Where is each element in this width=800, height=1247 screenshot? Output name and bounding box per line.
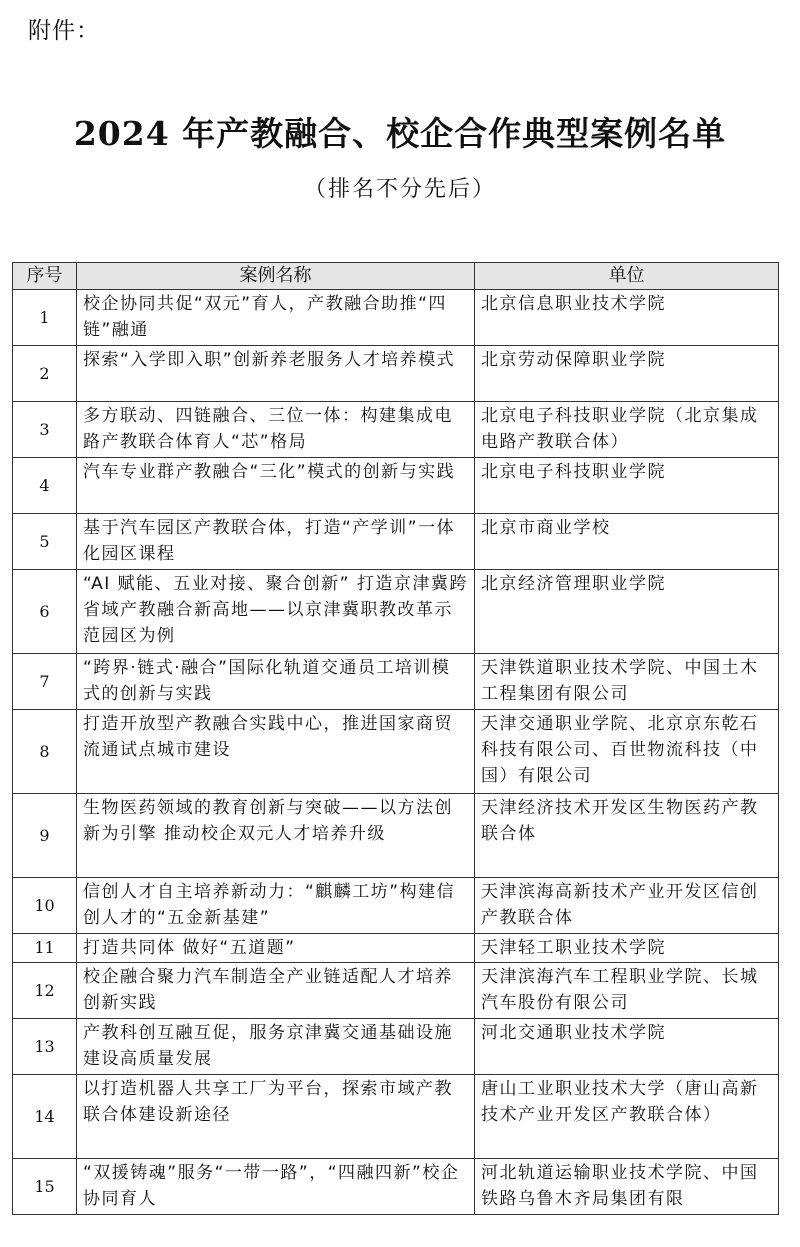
row-unit-cell: 唐山工业职业技术大学（唐山高新技术产业开发区产教联合体） [475, 1075, 779, 1159]
table-row [13, 963, 779, 1019]
row-unit-cell: 河北交通职业技术学院 [475, 1019, 779, 1075]
row-case-name-cell: 校企协同共促“双元”育人，产教融合助推“四链”融通 [77, 290, 475, 346]
row-seq-cell: 8 [13, 710, 77, 794]
row-unit-cell: 天津交通职业学院、北京京东乾石科技有限公司、百世物流科技（中国）有限公司 [475, 710, 779, 794]
row-case-name-cell: 探索“入学即入职”创新养老服务人才培养模式 [77, 346, 475, 402]
table-row [13, 346, 779, 402]
row-seq-cell: 11 [13, 934, 77, 963]
table-row [13, 1019, 779, 1075]
column-header-unit: 单位 [475, 263, 779, 290]
table-row [13, 570, 779, 654]
row-unit-cell: 天津轻工职业技术学院 [475, 934, 779, 963]
row-seq-cell: 9 [13, 794, 77, 878]
row-case-name-cell: 打造开放型产教融合实践中心，推进国家商贸流通试点城市建设 [77, 710, 475, 794]
row-unit-cell: 北京市商业学校 [475, 514, 779, 570]
row-seq-cell: 3 [13, 402, 77, 458]
row-unit-cell: 北京电子科技职业学院（北京集成电路产教联合体） [475, 402, 779, 458]
row-seq-cell: 1 [13, 290, 77, 346]
row-unit-cell: 北京电子科技职业学院 [475, 458, 779, 514]
row-case-name-cell: “AI 赋能、五业对接、聚合创新” 打造京津冀跨省域产教融合新高地——以京津冀职教改革示范园区为例 [77, 570, 475, 654]
row-seq-cell: 2 [13, 346, 77, 402]
row-seq-cell: 12 [13, 963, 77, 1019]
table-row [13, 514, 779, 570]
row-unit-cell: 天津滨海汽车工程职业学院、长城汽车股份有限公司 [475, 963, 779, 1019]
table-row [13, 934, 779, 963]
document-subtitle: （排名不分先后） [303, 177, 496, 202]
row-case-name-cell: 以打造机器人共享工厂为平台，探索市域产教联合体建设新途径 [77, 1075, 475, 1159]
row-unit-cell: 天津滨海高新技术产业开发区信创产教联合体 [475, 878, 779, 934]
table-row [13, 878, 779, 934]
row-unit-cell: 北京信息职业技术学院 [475, 290, 779, 346]
column-header-seq: 序号 [13, 263, 77, 290]
column-header-case-name: 案例名称 [77, 263, 475, 290]
row-seq-cell: 7 [13, 654, 77, 710]
row-seq-cell: 4 [13, 458, 77, 514]
row-case-name-cell: “跨界·链式·融合”国际化轨道交通员工培训模式的创新与实践 [77, 654, 475, 710]
table-row [13, 402, 779, 458]
row-case-name-cell: 生物医药领域的教育创新与突破——以方法创新为引擎 推动校企双元人才培养升级 [77, 794, 475, 878]
table-header-row [13, 263, 779, 290]
case-list-table [12, 262, 779, 1215]
row-seq-cell: 14 [13, 1075, 77, 1159]
row-unit-cell: 天津铁道职业技术学院、中国土木工程集团有限公司 [475, 654, 779, 710]
table-row [13, 1075, 779, 1159]
row-unit-cell: 北京劳动保障职业学院 [475, 346, 779, 402]
row-case-name-cell: 汽车专业群产教融合“三化”模式的创新与实践 [77, 458, 475, 514]
row-seq-cell: 6 [13, 570, 77, 654]
row-case-name-cell: 校企融合聚力汽车制造全产业链适配人才培养创新实践 [77, 963, 475, 1019]
document-title: 2024 年产教融合、校企合作典型案例名单 [73, 114, 727, 153]
row-case-name-cell: 打造共同体 做好“五道题” [77, 934, 475, 963]
row-case-name-cell: 信创人才自主培养新动力：“麒麟工坊”构建信创人才的“五金新基建” [77, 878, 475, 934]
row-seq-cell: 13 [13, 1019, 77, 1075]
row-unit-cell: 北京经济管理职业学院 [475, 570, 779, 654]
table-row [13, 654, 779, 710]
row-seq-cell: 10 [13, 878, 77, 934]
row-case-name-cell: “双援铸魂”服务“一带一路”，“四融四新”校企协同育人 [77, 1159, 475, 1215]
row-unit-cell: 天津经济技术开发区生物医药产教联合体 [475, 794, 779, 878]
attachment-label: 附件： [28, 18, 100, 44]
row-case-name-cell: 基于汽车园区产教联合体，打造“产学训”一体化园区课程 [77, 514, 475, 570]
table-row [13, 794, 779, 878]
row-case-name-cell: 多方联动、四链融合、三位一体：构建集成电路产教联合体育人“芯”格局 [77, 402, 475, 458]
table-row [13, 710, 779, 794]
row-seq-cell: 15 [13, 1159, 77, 1215]
row-unit-cell: 河北轨道运输职业技术学院、中国铁路乌鲁木齐局集团有限 [475, 1159, 779, 1215]
table-row [13, 290, 779, 346]
row-case-name-cell: 产教科创互融互促，服务京津冀交通基础设施建设高质量发展 [77, 1019, 475, 1075]
table-row [13, 458, 779, 514]
table-row [13, 1159, 779, 1215]
row-seq-cell: 5 [13, 514, 77, 570]
